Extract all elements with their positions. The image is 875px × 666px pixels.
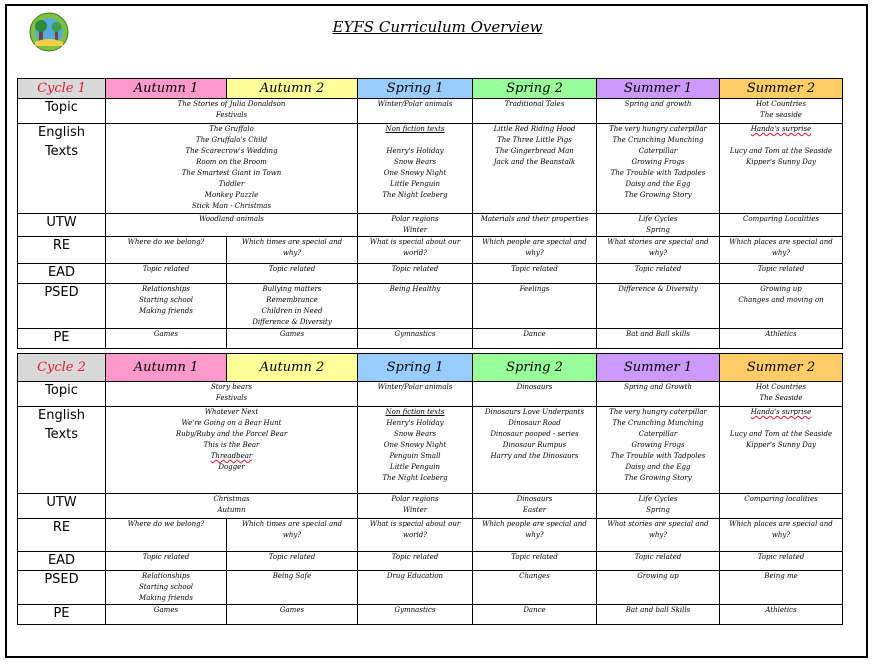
utw-summer2-cell bbox=[720, 494, 843, 519]
cell-line: Festivals bbox=[215, 111, 248, 119]
re-cell bbox=[473, 519, 597, 552]
re-cell bbox=[106, 237, 227, 264]
cell-line: Which places are special and bbox=[729, 238, 833, 246]
ead-cell: Topic related bbox=[720, 552, 843, 571]
cell-line: Autumn bbox=[217, 506, 246, 514]
cell-line: Kipper's Sunny Day bbox=[746, 158, 816, 166]
cell-line: world? bbox=[402, 531, 428, 539]
ead-cell: Topic related bbox=[106, 264, 227, 284]
re-cell bbox=[227, 237, 358, 264]
cell-line: Whatever Next bbox=[204, 408, 259, 416]
cell-line: The Seaside bbox=[759, 394, 803, 402]
cell-line: Which people are special and bbox=[482, 520, 587, 528]
cell-line: why? bbox=[525, 531, 544, 539]
cell-line: The Smartest Giant in Town bbox=[181, 169, 282, 177]
re-row bbox=[18, 237, 843, 264]
psed-cell bbox=[597, 284, 720, 329]
cell-line: Non fiction texts bbox=[385, 408, 445, 416]
cell-line: Hot Countries bbox=[755, 100, 807, 108]
psed-cell bbox=[358, 284, 473, 329]
row-label-line: English bbox=[38, 125, 85, 140]
ead-cell: Topic related bbox=[358, 264, 473, 284]
cell-line: Hot Countries bbox=[755, 383, 807, 391]
english-texts-row bbox=[18, 407, 843, 494]
row-label-utw: UTW bbox=[18, 494, 106, 519]
cell-line: Relationships bbox=[141, 285, 190, 293]
curriculum-table-cycle-1 bbox=[17, 78, 843, 349]
psed-cell bbox=[106, 284, 227, 329]
cell-line: Comparing Localities bbox=[743, 215, 819, 223]
cell-line: Little Penguin bbox=[390, 180, 440, 188]
utw-spring1-cell bbox=[358, 494, 473, 519]
row-label-topic: Topic bbox=[18, 382, 106, 407]
utw-summer2-cell bbox=[720, 214, 843, 237]
cell-line: why? bbox=[525, 249, 544, 257]
topic-summer2-cell bbox=[720, 382, 843, 407]
cell-line: Spring and growth bbox=[624, 100, 692, 108]
cell-line: Winter/Polar animals bbox=[377, 100, 453, 108]
row-label-line: English bbox=[38, 408, 85, 423]
cell-line: Easter bbox=[522, 506, 547, 514]
cell-line: why? bbox=[648, 531, 668, 539]
cell-line: The Night Iceberg bbox=[382, 474, 448, 482]
english-autumn-cell bbox=[106, 124, 358, 214]
term-summer-2: Summer 2 bbox=[720, 354, 843, 382]
term-summer-2: Summer 2 bbox=[720, 79, 843, 99]
cell-line bbox=[722, 418, 840, 429]
cell-line: Non fiction texts bbox=[385, 125, 445, 133]
term-header-row bbox=[18, 79, 843, 99]
cell-line: The Trouble with Tadpoles bbox=[610, 452, 706, 460]
cell-line: The very hungry caterpillar bbox=[609, 125, 707, 133]
page-title: EYFS Curriculum Overview bbox=[332, 18, 543, 36]
cell-line: Handa's surprise bbox=[750, 408, 812, 416]
cell-line: Drug Education bbox=[386, 572, 444, 580]
topic-autumn-cell bbox=[106, 382, 358, 407]
cell-line: The Growing Story bbox=[624, 191, 692, 199]
cell-line: The very hungry caterpillar bbox=[609, 408, 707, 416]
re-cell bbox=[720, 237, 843, 264]
psed-cell bbox=[720, 284, 843, 329]
term-spring-2: Spring 2 bbox=[473, 79, 597, 99]
ead-cell: Topic related bbox=[473, 552, 597, 571]
topic-summer2-cell bbox=[720, 99, 843, 124]
cell-line: Daisy and the Egg bbox=[625, 463, 691, 471]
cell-line: Christmas bbox=[213, 495, 250, 503]
topic-summer1-cell bbox=[597, 382, 720, 407]
topic-summer1-cell bbox=[597, 99, 720, 124]
cell-line: Which places are special and bbox=[729, 520, 833, 528]
cell-line: Harry and the Dinosaurs bbox=[490, 452, 579, 460]
english-summer1-cell bbox=[597, 407, 720, 494]
cell-line: Starting school bbox=[138, 296, 194, 304]
row-label-re: RE bbox=[18, 237, 106, 264]
curriculum-table-cycle-2 bbox=[17, 353, 843, 625]
cell-line: Little Red Riding Hood bbox=[493, 125, 576, 133]
cell-line: Kipper's Sunny Day bbox=[746, 441, 816, 449]
cell-line: The Three Little Pigs bbox=[497, 136, 572, 144]
cell-line: Penguin Small bbox=[389, 452, 441, 460]
utw-summer1-cell bbox=[597, 494, 720, 519]
re-cell bbox=[473, 237, 597, 264]
psed-row bbox=[18, 284, 843, 329]
cell-line: Dinosaur Road bbox=[508, 419, 561, 427]
english-summer1-cell bbox=[597, 124, 720, 214]
utw-summer1-cell bbox=[597, 214, 720, 237]
cell-line: Henry's Holiday bbox=[386, 419, 444, 427]
cell-line: Caterpillar bbox=[638, 430, 678, 438]
cell-line: Being Healthy bbox=[389, 285, 441, 293]
ead-cell: Topic related bbox=[227, 552, 358, 571]
cell-line: why? bbox=[282, 531, 302, 539]
cell-line: Monkey Puzzle bbox=[204, 191, 259, 199]
ead-cell: Topic related bbox=[106, 552, 227, 571]
row-label-pe: PE bbox=[18, 605, 106, 625]
pe-row bbox=[18, 329, 843, 349]
cell-line: why? bbox=[648, 249, 668, 257]
pe-cell: Games bbox=[106, 329, 227, 349]
row-label-pe: PE bbox=[18, 329, 106, 349]
cell-line: Growing up bbox=[637, 572, 679, 580]
cell-line: Threadbear bbox=[210, 452, 253, 460]
cell-line: Spring and Growth bbox=[624, 383, 692, 391]
term-summer-1: Summer 1 bbox=[597, 79, 720, 99]
cell-line: Snow Bears bbox=[393, 430, 437, 438]
term-spring-1: Spring 1 bbox=[358, 354, 473, 382]
term-autumn-1: Autumn 1 bbox=[106, 79, 227, 99]
psed-row bbox=[18, 571, 843, 605]
term-autumn-2: Autumn 2 bbox=[227, 79, 358, 99]
cell-line: Winter bbox=[402, 506, 428, 514]
ead-row bbox=[18, 552, 843, 571]
cell-line: Growing Frogs bbox=[631, 158, 685, 166]
cell-line: Daisy and the Egg bbox=[625, 180, 691, 188]
cell-line: Woodland animals bbox=[199, 215, 264, 223]
ead-cell: Topic related bbox=[597, 552, 720, 571]
cycle-label: Cycle 1 bbox=[18, 79, 106, 99]
pe-cell: Dance bbox=[473, 329, 597, 349]
cell-line: Polar regions bbox=[391, 495, 439, 503]
cell-line: Spring bbox=[646, 506, 670, 514]
cell-line: Festivals bbox=[215, 394, 248, 402]
cell-line: Materials and their properties bbox=[480, 215, 589, 223]
psed-cell bbox=[473, 571, 597, 605]
ead-cell: Topic related bbox=[597, 264, 720, 284]
cell-line: Making friends bbox=[139, 594, 193, 602]
re-cell bbox=[106, 519, 227, 552]
cell-line: The Crunching Munching bbox=[612, 136, 704, 144]
cell-line: The Crunching Munching bbox=[612, 419, 704, 427]
cell-line: The Trouble with Tadpoles bbox=[610, 169, 706, 177]
cell-line: why? bbox=[282, 249, 302, 257]
ead-cell: Topic related bbox=[720, 264, 843, 284]
re-cell bbox=[358, 519, 473, 552]
row-label-psed: PSED bbox=[18, 284, 106, 329]
row-label-topic: Topic bbox=[18, 99, 106, 124]
cell-line: Changes bbox=[519, 572, 550, 580]
cell-line: Where do we belong? bbox=[127, 238, 205, 246]
cell-line: Life Cycles bbox=[638, 215, 678, 223]
cell-line: Room on the Broom bbox=[196, 158, 267, 166]
row-label-line: Texts bbox=[44, 427, 79, 442]
cell-line: The Gruffalo's Child bbox=[195, 136, 268, 144]
psed-cell bbox=[227, 284, 358, 329]
pe-cell: Athletics bbox=[720, 605, 843, 625]
cell-line: The Gruffalo bbox=[209, 125, 254, 133]
cell-line: The seaside bbox=[760, 111, 802, 119]
utw-row bbox=[18, 494, 843, 519]
row-label-re: RE bbox=[18, 519, 106, 552]
row-label-english-texts bbox=[18, 407, 106, 494]
row-label-ead: EAD bbox=[18, 264, 106, 284]
cell-line: Snow Bears bbox=[393, 158, 437, 166]
topic-row bbox=[18, 99, 843, 124]
cell-line: why? bbox=[771, 249, 791, 257]
cell-line: Feelings bbox=[519, 285, 550, 293]
psed-cell bbox=[597, 571, 720, 605]
cell-line: This is the Bear bbox=[203, 441, 260, 449]
term-autumn-2: Autumn 2 bbox=[227, 354, 358, 382]
cell-line: Ruby/Ruby and the Parcel Bear bbox=[175, 430, 288, 438]
pe-cell: Games bbox=[227, 329, 358, 349]
topic-autumn-cell bbox=[106, 99, 358, 124]
cell-line: Winter bbox=[402, 226, 428, 234]
term-summer-1: Summer 1 bbox=[597, 354, 720, 382]
cell-line: Being me bbox=[764, 572, 798, 580]
cell-line: Dinosaurs bbox=[516, 383, 553, 391]
ead-row bbox=[18, 264, 843, 284]
cell-line: Lucy and Tom at the Seaside bbox=[729, 430, 833, 438]
psed-cell bbox=[358, 571, 473, 605]
cell-line: Life Cycles bbox=[638, 495, 678, 503]
topic-spring2-cell bbox=[473, 99, 597, 124]
cell-line: why? bbox=[771, 531, 791, 539]
pe-cell: Bat and Ball skills bbox=[597, 329, 720, 349]
cell-line: world? bbox=[402, 249, 428, 257]
english-spring1-cell bbox=[358, 124, 473, 214]
pe-cell: Bat and ball Skills bbox=[597, 605, 720, 625]
cell-line: The Growing Story bbox=[624, 474, 692, 482]
term-spring-1: Spring 1 bbox=[358, 79, 473, 99]
pe-cell: Dance bbox=[473, 605, 597, 625]
cell-line: Handa's surprise bbox=[750, 125, 812, 133]
pe-cell: Games bbox=[106, 605, 227, 625]
cell-line: Where do we belong? bbox=[127, 520, 205, 528]
utw-spring2-cell bbox=[473, 214, 597, 237]
cell-line: Relationships bbox=[141, 572, 190, 580]
cell-line: What stories are special and bbox=[607, 520, 709, 528]
re-cell bbox=[597, 519, 720, 552]
cell-line: Difference & Diversity bbox=[252, 318, 332, 326]
cell-line: Which people are special and bbox=[482, 238, 587, 246]
row-label-line: Texts bbox=[44, 144, 79, 159]
utw-row bbox=[18, 214, 843, 237]
topic-spring1-cell bbox=[358, 99, 473, 124]
utw-autumn-cell bbox=[106, 214, 358, 237]
cell-line: Tiddler bbox=[218, 180, 245, 188]
row-label-psed: PSED bbox=[18, 571, 106, 605]
cell-line: Caterpillar bbox=[638, 147, 678, 155]
cell-line: Which times are special and bbox=[241, 520, 343, 528]
cell-line: Changes and moving on bbox=[738, 296, 824, 304]
cell-line: Dinosaur Rumpus bbox=[502, 441, 567, 449]
term-autumn-1: Autumn 1 bbox=[106, 354, 227, 382]
cell-line: Which times are special and bbox=[241, 238, 343, 246]
cell-line: Dinosaurs bbox=[516, 495, 553, 503]
cell-line: Henry's Holiday bbox=[386, 147, 444, 155]
term-header-row bbox=[18, 354, 843, 382]
cell-line: The Night Iceberg bbox=[382, 191, 448, 199]
cell-line: Lucy and Tom at the Seaside bbox=[729, 147, 833, 155]
cell-line: Making friends bbox=[139, 307, 193, 315]
ead-cell: Topic related bbox=[473, 264, 597, 284]
english-texts-row bbox=[18, 124, 843, 214]
re-cell bbox=[227, 519, 358, 552]
cell-line: What stories are special and bbox=[607, 238, 709, 246]
cell-line: Dogger bbox=[218, 463, 245, 471]
pe-row bbox=[18, 605, 843, 625]
cell-line: Children in Need bbox=[261, 307, 323, 315]
cell-line: The Gingerbread Man bbox=[495, 147, 574, 155]
cell-line: Being Safe bbox=[272, 572, 312, 580]
cell-line: The Stories of Julia Donaldson bbox=[177, 100, 286, 108]
ead-cell: Topic related bbox=[227, 264, 358, 284]
pe-cell: Gymnastics bbox=[358, 329, 473, 349]
english-autumn-cell bbox=[106, 407, 358, 494]
pe-cell: Athletics bbox=[720, 329, 843, 349]
cell-line: Difference & Diversity bbox=[618, 285, 698, 293]
cell-line: What is special about our bbox=[369, 238, 461, 246]
row-label-english-texts bbox=[18, 124, 106, 214]
cycle-label: Cycle 2 bbox=[18, 354, 106, 382]
re-cell bbox=[358, 237, 473, 264]
re-cell bbox=[720, 519, 843, 552]
cell-line: Starting school bbox=[138, 583, 194, 591]
cell-line: One Snowy Night bbox=[383, 169, 447, 177]
ead-cell: Topic related bbox=[358, 552, 473, 571]
cell-line: Growing Frogs bbox=[631, 441, 685, 449]
cell-line: Stick Man - Christmas bbox=[191, 202, 272, 210]
term-spring-2: Spring 2 bbox=[473, 354, 597, 382]
utw-autumn-cell bbox=[106, 494, 358, 519]
cell-line: Remembrance bbox=[266, 296, 318, 304]
cell-line: Jack and the Beanstalk bbox=[493, 158, 576, 166]
utw-spring2-cell bbox=[473, 494, 597, 519]
cell-line: One Snowy Night bbox=[383, 441, 447, 449]
psed-cell bbox=[473, 284, 597, 329]
english-spring2-cell bbox=[473, 124, 597, 214]
pe-cell: Games bbox=[227, 605, 358, 625]
cell-line: Growing up bbox=[760, 285, 802, 293]
cell-line: We're Going on a Bear Hunt bbox=[181, 419, 282, 427]
english-summer2-cell bbox=[720, 124, 843, 214]
cell-line: Traditional Tales bbox=[504, 100, 565, 108]
pe-cell: Gymnastics bbox=[358, 605, 473, 625]
english-spring2-cell bbox=[473, 407, 597, 494]
cell-line: Polar regions bbox=[391, 215, 439, 223]
re-cell bbox=[597, 237, 720, 264]
cell-line: Bullying matters bbox=[262, 285, 322, 293]
cell-line bbox=[360, 135, 470, 146]
english-summer2-cell bbox=[720, 407, 843, 494]
topic-spring1-cell bbox=[358, 382, 473, 407]
cell-line: Dinosaurs Love Underpants bbox=[484, 408, 585, 416]
row-label-ead: EAD bbox=[18, 552, 106, 571]
cell-line: Story bears bbox=[210, 383, 253, 391]
psed-cell bbox=[227, 571, 358, 605]
cell-line: Little Penguin bbox=[390, 463, 440, 471]
topic-row bbox=[18, 382, 843, 407]
psed-cell bbox=[720, 571, 843, 605]
utw-spring1-cell bbox=[358, 214, 473, 237]
cell-line bbox=[722, 135, 840, 146]
re-row bbox=[18, 519, 843, 552]
english-spring1-cell bbox=[358, 407, 473, 494]
cell-line: Spring bbox=[646, 226, 670, 234]
cell-line: Winter/Polar animals bbox=[377, 383, 453, 391]
cell-line: What is special about our bbox=[369, 520, 461, 528]
cell-line: Dinosaur pooped - series bbox=[490, 430, 579, 438]
psed-cell bbox=[106, 571, 227, 605]
cell-line: The Scarecrow's Wedding bbox=[185, 147, 278, 155]
cell-line: Comparing localities bbox=[744, 495, 818, 503]
topic-spring2-cell bbox=[473, 382, 597, 407]
row-label-utw: UTW bbox=[18, 214, 106, 237]
